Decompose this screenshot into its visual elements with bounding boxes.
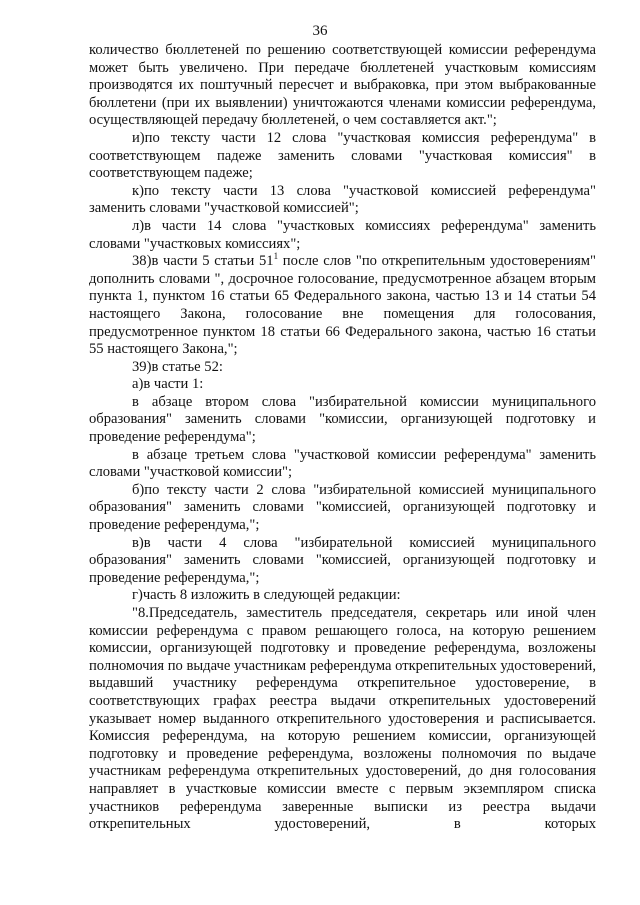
paragraph-item-v: в)в части 4 слова "избирательной комиссией муниципального образования" заменить словами "комиссией, организующей подготовку и проведение референдума,"; — [89, 534, 596, 586]
paragraph-item-a: а)в части 1: — [132, 376, 204, 393]
paragraph-part-8: "8.Председатель, заместитель председателя, секретарь или иной член комиссии референдума с правом решающего голоса, на которую решением комиссии, организующей подготовку и проведение референдума, возложены полномочия по выдаче участникам референдума открепительных удостоверений, выдавший участнику референдума открепительное удостоверение, в соответствующих графах реестра выдачи открепительных удостоверений указывает номер выданного открепительного удостоверения и расписывается. Комиссия референдума, на которую решением комиссии, организующей подготовку и проведение референдума, возложены полномочия по выдаче участникам референдума открепительных удостоверений, до дня голосования направляет в участковые комиссии вместе с первым экземпляром списка участников референдума заверенные выписки из реестра выдачи открепительных удостоверений, в которых — [89, 605, 596, 833]
article-superscript: 1 — [273, 251, 279, 262]
paragraph-item-38 — [89, 253, 596, 359]
paragraph-item-b: б)по тексту части 2 слова "избирательной комиссией муниципального образования" заменить словами "комиссией, организующей подготовку и проведение референдума,"; — [89, 481, 596, 534]
paragraph-continuation: количество бюллетеней по решению соответствующей комиссии референдума может быть увеличено. При передаче бюллетеней участковым комиссиям производятся их поштучный пересчет и выбраковка, при этом выбракованные бюллетени (при их выявлении) уничтожаются членами комиссии референдума, осуществляющей передачу бюллетеней, о чем составляется акт."; — [89, 42, 596, 129]
paragraph-item-i: и)по тексту части 12 слова "участковая комиссия референдума" в соответствующем падеже заменить словами "участковая комиссия" в соответствующем падеже; — [89, 129, 596, 182]
paragraph-item-k: к)по тексту части 13 слова "участковой комиссией референдума" заменить словами "участковой комиссией"; — [89, 182, 596, 217]
paragraph-item-g: г)часть 8 изложить в следующей редакции: — [132, 587, 401, 604]
paragraph-item-39: 39)в статье 52: — [132, 358, 223, 375]
document-body — [89, 42, 596, 834]
paragraph-abzac-3: в абзаце третьем слова "участковой комиссии референдума" заменить словами "участковой комиссии"; — [89, 446, 596, 481]
paragraph-item-l: л)в части 14 слова "участковых комиссиях референдума" заменить словами "участковых комиссиях"; — [89, 217, 596, 252]
paragraph-abzac-2: в абзаце втором слова "избирательной комиссии муниципального образования" заменить словами "комиссии, организующей подготовку и проведение референдума"; — [89, 393, 596, 446]
paragraph-item-38-rest: после слов "по открепительным удостоверениям" дополнить словами ", досрочное голосование, предусмотренное абзацем вторым пункта 1, пунктом 16 статьи 65 Федерального закона, частью 13 и 14 статьи 54 настоящего Закона, голосование вне помещения для голосования, предусмотренное пунктом 18 статьи 66 Федерального закона, частью 16 статьи 55 настоящего Закона,"; — [89, 253, 597, 358]
page-number: 36 — [312, 23, 328, 39]
paragraph-item-38-start: 38)в части 5 статьи 51 — [132, 253, 274, 270]
